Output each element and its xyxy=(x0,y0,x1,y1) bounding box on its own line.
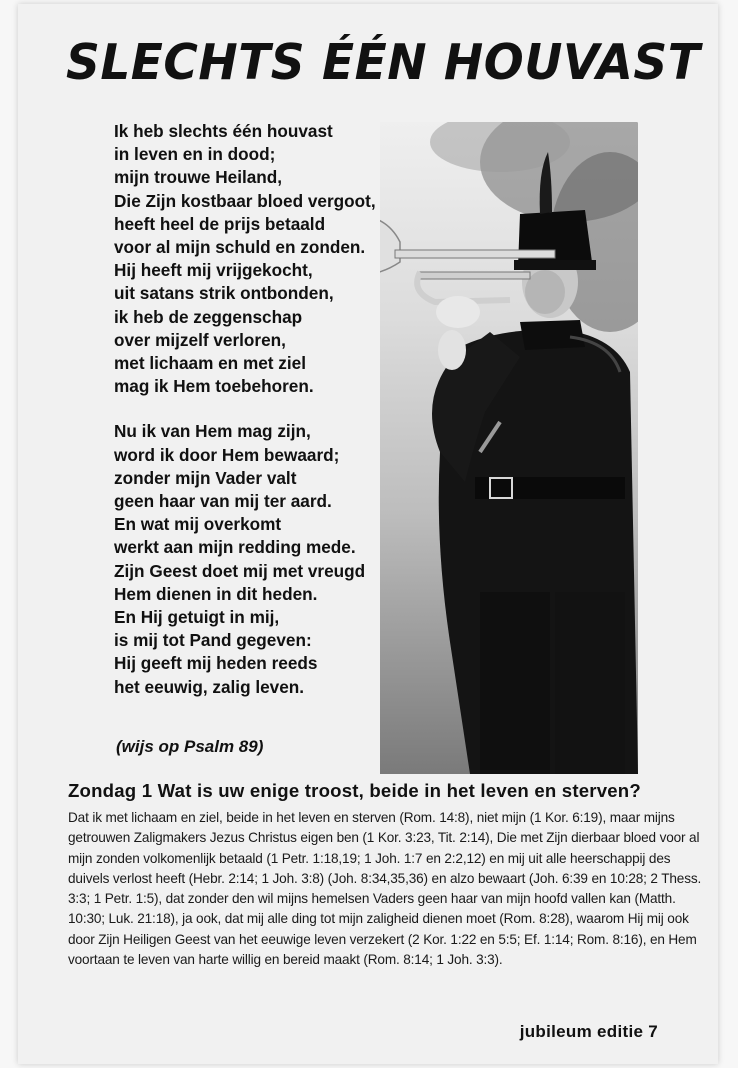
section-body: Dat ik met lichaam en ziel, beide in het leven en sterven (Rom. 14:8), niet mijn (1 Kor. 6:19), maar mijns getrouwen Zaligmakers Jezus Christus eigen ben (1 Kor. 3:23, Tit. 2:14), Die met Zijn dierbaar bloed voor al mijn zonden volkomenlijk betaald (1 Petr. 1:18,19; 1 Joh. 1:7 en 2:2,12) en mij uit alle heerschappij des duivels verlost heeft (Hebr. 2:14; 1 Joh. 3:8) (Joh. 8:34,35,36) en alzo bewaart (Joh. 6:39 en 10:28; 2 Thess. 3:3; 1 Petr. 1:5), dat zonder den wil mijns hemelsen Vaders geen haar van mijn hoofd vallen kan (Matth. 10:30; Luk. 21:18), ja ook, dat mij alle ding tot mijn zaligheid dienen moet (Rom. 8:28), waarom Hij mij ook door Zijn Heiligen Geest van het eeuwige leven verzekert (2 Kor. 1:22 en 5:5; Ef. 1:14; Rom. 8:16), en Hem voortaan te leven van harte willig en bereid maakt (Rom. 8:14; 1 Joh. 3:3). xyxy=(68,810,702,968)
magazine-page xyxy=(18,4,718,1064)
poem-line: Hem dienen in dit heden. xyxy=(114,583,318,604)
poem xyxy=(114,120,414,721)
poem-line: met lichaam en met ziel xyxy=(114,353,306,374)
page-title: SLECHTS ÉÉN HOUVAST xyxy=(66,34,701,92)
poem-line: Ik heb slechts één houvast xyxy=(114,121,333,141)
poem-line: mag ik Hem toebehoren. xyxy=(114,376,314,397)
poem-stanza-1 xyxy=(114,120,414,398)
poem-line: mijn trouwe Heiland, xyxy=(114,167,283,188)
poem-line: uit satans strik ontbonden, xyxy=(114,283,334,304)
poem-line: Hij heeft mij vrijgekocht, xyxy=(114,260,313,281)
poem-line: Hij geeft mij heden reeds xyxy=(114,653,318,674)
poem-line: zonder mijn Vader valt xyxy=(114,467,297,488)
page-footer: jubileum editie 7 xyxy=(519,1022,658,1041)
poem-line: over mijzelf verloren, xyxy=(114,329,286,350)
poem-line: En wat mij overkomt xyxy=(114,514,282,535)
poem-line: Zijn Geest doet mij met vreugd xyxy=(114,560,366,581)
section-heading: Zondag 1 Wat is uw enige troost, beide in het leven en sterven? xyxy=(68,780,641,801)
poem-line: ik heb de zeggenschap xyxy=(114,306,303,327)
poem-line: in leven en in dood; xyxy=(114,144,276,165)
poem-stanza-2 xyxy=(114,420,414,698)
poem-tune-note: (wijs op Psalm 89) xyxy=(116,737,264,756)
trumpeter-photo xyxy=(380,122,638,774)
poem-line: is mij tot Pand gegeven: xyxy=(114,630,312,651)
poem-line: heeft heel de prijs betaald xyxy=(114,213,326,234)
poem-line: Die Zijn kostbaar bloed vergoot, xyxy=(114,190,376,211)
poem-line: Nu ik van Hem mag zijn, xyxy=(114,421,311,442)
poem-line: En Hij getuigt in mij, xyxy=(114,607,280,628)
trumpeter-illustration xyxy=(380,122,638,774)
poem-line: word ik door Hem bewaard; xyxy=(114,444,340,465)
poem-line: geen haar van mij ter aard. xyxy=(114,491,332,512)
poem-line: het eeuwig, zalig leven. xyxy=(114,676,305,697)
poem-line: werkt aan mijn redding mede. xyxy=(114,537,356,558)
poem-line: voor al mijn schuld en zonden. xyxy=(114,237,366,258)
